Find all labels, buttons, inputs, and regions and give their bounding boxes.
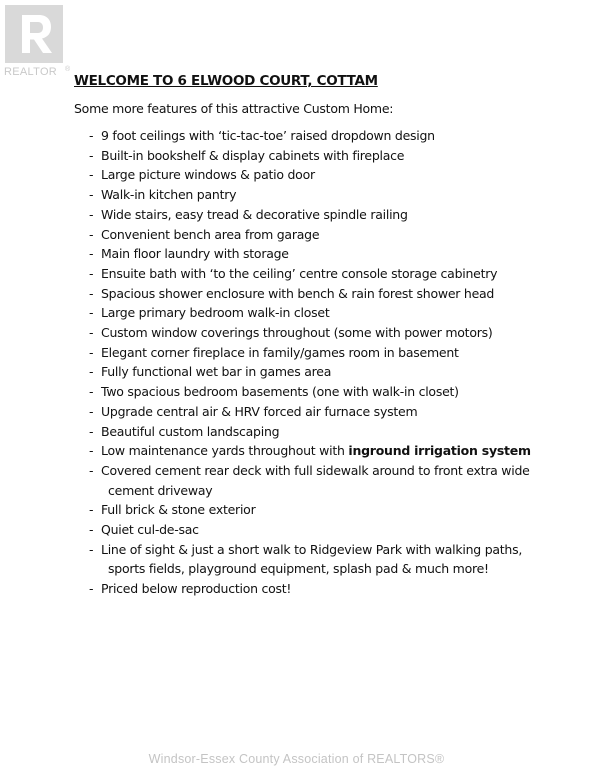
feature-item [89, 500, 569, 520]
feature-text: Covered cement rear deck with full sidewalk around to front extra wide [101, 462, 530, 478]
realtor-wordmark: REALTOR [4, 66, 58, 78]
feature-text: Large primary bedroom walk-in closet [101, 305, 330, 321]
bullet-dash: - [89, 423, 94, 439]
feature-text: Line of sight & just a short walk to Ridgeview Park with walking paths, [101, 541, 523, 557]
feature-item [89, 146, 569, 166]
feature-item [89, 540, 569, 579]
bullet-dash: - [89, 246, 94, 262]
feature-text: Custom window coverings throughout (some with power motors) [101, 325, 493, 341]
feature-item [89, 303, 569, 323]
feature-item [89, 205, 569, 225]
bullet-dash: - [89, 128, 94, 143]
feature-item [89, 382, 569, 402]
feature-text: Beautiful custom landscaping [101, 423, 280, 439]
feature-text: Main floor laundry with storage [101, 246, 289, 262]
feature-text: Two spacious bedroom basements (one with walk-in closet) [101, 384, 459, 400]
bullet-dash: - [89, 325, 94, 341]
feature-item [89, 264, 569, 284]
intro-text: Some more features of this attractive Custom Home: [74, 101, 394, 116]
bullet-dash: - [89, 265, 94, 281]
feature-text: Upgrade central air & HRV forced air furnace system [101, 403, 418, 419]
bullet-dash: - [89, 206, 94, 222]
feature-item [89, 244, 569, 264]
feature-item [89, 284, 569, 304]
feature-item [89, 343, 569, 363]
bullet-dash: - [89, 364, 94, 380]
bullet-dash: - [89, 147, 94, 163]
feature-text: Fully functional wet bar in games area [101, 364, 332, 380]
feature-item [89, 126, 569, 146]
feature-item [89, 323, 569, 343]
feature-text: Wide stairs, easy tread & decorative spindle railing [101, 206, 408, 222]
bullet-dash: - [89, 403, 94, 419]
feature-item [89, 441, 569, 461]
footer-copyright: Windsor-Essex County Association of REALTORS® [148, 752, 445, 766]
bullet-dash: - [89, 344, 94, 360]
feature-text: Quiet cul-de-sac [101, 522, 199, 538]
bullet-dash: - [89, 462, 94, 478]
bullet-dash: - [89, 285, 94, 301]
feature-text: Convenient bench area from garage [101, 226, 320, 242]
feature-text: 9 foot ceilings with ‘tic-tac-toe’ raised dropdown design [101, 128, 435, 143]
feature-item [89, 362, 569, 382]
feature-text: Spacious shower enclosure with bench & rain forest shower head [101, 285, 495, 301]
feature-continuation: cement driveway [108, 482, 213, 498]
bullet-dash: - [89, 226, 94, 242]
feature-item [89, 461, 569, 500]
feature-item [89, 402, 569, 422]
bullet-dash: - [89, 522, 94, 538]
registered-mark: ® [65, 66, 71, 73]
page-title: WELCOME TO 6 ELWOOD COURT, COTTAM [74, 73, 378, 89]
feature-text: Elegant corner fireplace in family/games room in basement [101, 344, 459, 360]
bullet-dash: - [89, 384, 94, 400]
feature-text: Large picture windows & patio door [101, 167, 315, 183]
bullet-dash: - [89, 502, 94, 518]
feature-text: Walk-in kitchen pantry [101, 187, 237, 203]
bullet-dash: - [89, 187, 94, 203]
feature-item [89, 520, 569, 540]
feature-list [89, 126, 569, 599]
feature-text: Priced below reproduction cost! [101, 581, 292, 597]
feature-bold-text: inground irrigation system [348, 443, 531, 459]
feature-text: Built-in bookshelf & display cabinets with fireplace [101, 147, 405, 163]
feature-item [89, 225, 569, 245]
feature-item [89, 165, 569, 185]
feature-continuation: sports fields, playground equipment, splash pad & much more! [108, 561, 489, 577]
bullet-dash: - [89, 581, 94, 597]
bullet-dash: - [89, 167, 94, 183]
realtor-r-icon [5, 5, 63, 63]
feature-text: Low maintenance yards throughout with [101, 443, 349, 459]
feature-item [89, 579, 569, 599]
bullet-dash: - [89, 443, 94, 459]
feature-text: Full brick & stone exterior [101, 502, 256, 518]
feature-item [89, 185, 569, 205]
feature-item [89, 422, 569, 442]
bullet-dash: - [89, 541, 94, 557]
bullet-dash: - [89, 305, 94, 321]
feature-text: Ensuite bath with ‘to the ceiling’ centre console storage cabinetry [101, 265, 498, 281]
realtor-logo [3, 4, 69, 82]
